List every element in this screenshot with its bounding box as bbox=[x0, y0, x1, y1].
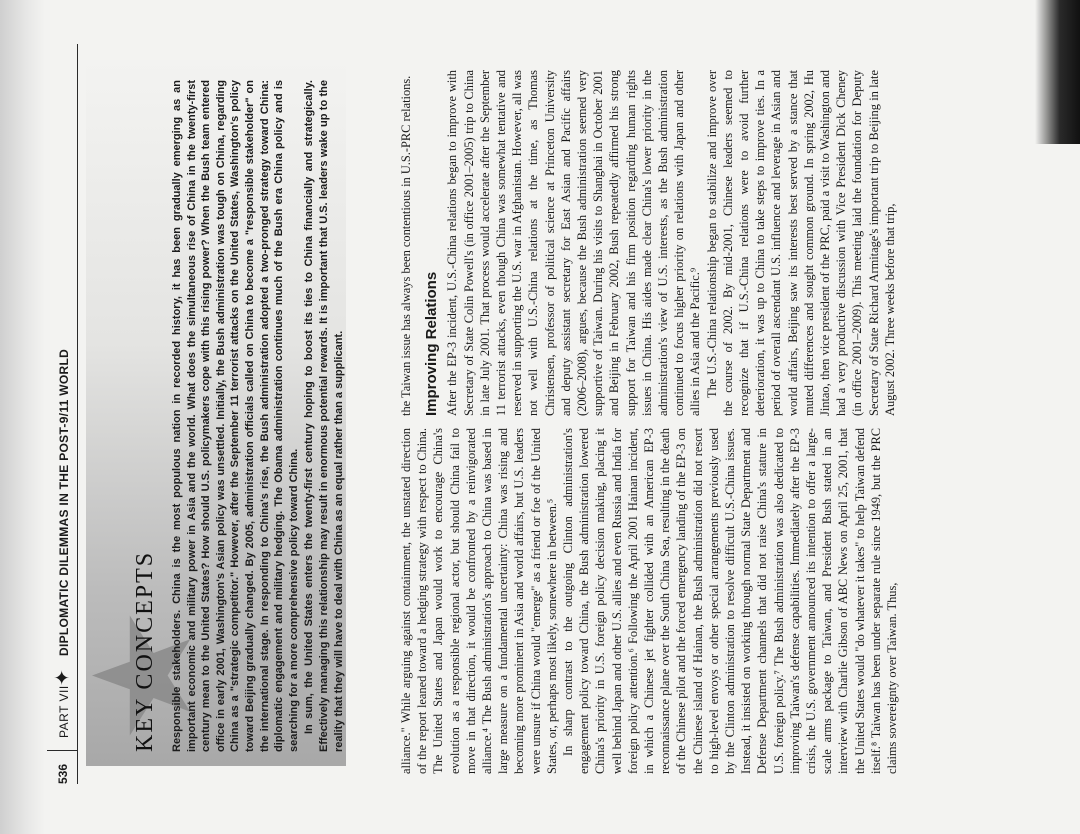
key-concepts-paragraph: Responsible stakeholders. China is the most populous nation in recorded history, it has been gradually emerging as an important economic and military power in Asia and the world. What does the simultaneous rise of China in the twenty-first century mean to the United States? How should U.S. policymakers cope with this rising power? When the Bush team entered office in early 2001, Washington's Asian policy was unsettled. Initially, the Bush administration was tough on China, regarding China as a "strategic competitor." However, after the September 11 terrorist attacks on the United States, Washington's policy toward Beijing gradually changed. By 2005, administration officials called on China to become a "responsible stakeholder" on the international stage. In responding to China's rise, the Bush administration adopted a two-pronged strategy toward China: diplomatic engagement and military hedging. The Obama administration continues much of the Bush era China policy and is searching for a more comprehensive policy toward China. bbox=[171, 80, 300, 752]
running-header bbox=[47, 44, 78, 784]
right-column bbox=[398, 70, 898, 416]
chapter-title: DIPLOMATIC DILEMMAS IN THE POST-9/11 WORLD bbox=[57, 348, 71, 656]
body-paragraph: the Taiwan issue has always been contentious in U.S.-PRC relations. bbox=[399, 75, 413, 416]
header-divider bbox=[47, 750, 77, 751]
key-concepts-paragraph: In sum, the United States enters the twenty-first century hoping to boost its ties to China financially and strategically. Effectively managing this relationship may result in enormous potential rewards. It is important that U.S. leaders wake up to the reality that they will have to deal with China as an equal rather than a supplicant. bbox=[303, 80, 345, 752]
page-number: 536 bbox=[56, 763, 70, 784]
left-column bbox=[398, 428, 900, 774]
part-label: PART VII bbox=[57, 685, 71, 738]
body-paragraph: The U.S.-China relationship began to stabilize and improve over the course of 2002. By mid-2001, Chinese leaders seemed to recognize that if U.S.-China relations were to avoid further deterioration, it was up to China to take steps to improve ties. In a period of overall ascendant U.S. influence and leverage in Asian and world affairs, Beijing saw its interests best served by a stance that muted differences and sought common ground. In spring 2002, Hu Jintao, then vice president of the PRC, paid a visit to Washington and had a very productive discussion with Vice President Dick Cheney (in office 2001–2009). This meeting laid the foundation for Deputy Secretary of State Richard Armitage's important trip to Beijing in late August 2002. Three weeks before that trip, bbox=[704, 70, 897, 416]
scan-corner-shadow bbox=[1035, 0, 1080, 144]
scan-top-shadow bbox=[0, 0, 45, 834]
body-paragraph: In sharp contrast to the outgoing Clinton administration's engagement policy toward China, the Bush administration lowered China's priority in U.S. foreign policy decision making, placing it well behind Japan and other U.S. allies and even Russia and India for foreign policy attention.⁶ Following the April 2001 Hainan incident, in which a Chinese jet fighter collided with an American EP-3 reconnaissance plane over the South China Sea, resulting in the death of the Chinese pilot and the forced emergency landing of the EP-3 on the Chinese island of Hainan, the Bush administration did not resort to high-level envoys or other special arrangements previously used by the Clinton administration to resolve difficult U.S.-China issues. Instead, it insisted on working through normal State Department and Defense Department channels that did not raise China's stature in U.S. foreign policy.⁷ The Bush administration was also dedicated to improving Taiwan's defense capabilities. Immediately after the EP-3 crisis, the U.S. government announced its intention to offer a large-scale arms package to Taiwan, and President Bush stated in an interview with Charlie Gibson of ABC News on April 25, 2001, that the United States would "do whatever it takes" to help Taiwan defend itself.⁸ Taiwan has been under separate rule since 1949, but the PRC claims sovereignty over Taiwan. Thus, bbox=[561, 428, 900, 774]
star-icon: ✦ bbox=[52, 669, 74, 686]
body-paragraph: After the EP-3 incident, U.S.-China relations began to improve with Secretary of State Colin Powell's (in office 2001–2005) trip to China in late July 2001. That process would accelerate after the September 11 terrorist attacks, even though China was somewhat tentative and reserved in supporting the U.S. war in Afghanistan. However, all was not well with U.S.-China relations at the time, as Thomas Christensen, professor of political science at Princeton University and deputy assistant secretary for East Asian and Pacific affairs (2006–2008), argues, because the Bush administration seemed very supportive of Taiwan. During his visits to Shanghai in October 2001 and Beijing in February 2002, Bush repeatedly affirmed his strong support for Taiwan and his firm position regarding human rights issues in China. His aides made clear China's lower priority in the administration's view of U.S. interests, as the Bush administration continued to focus higher priority on relations with Japan and other allies in Asia and the Pacific.⁹ bbox=[445, 70, 703, 416]
key-concepts-text bbox=[170, 80, 346, 752]
key-concepts-title: KEY CONCEPTS bbox=[132, 550, 158, 752]
body-paragraph: alliance." While arguing against containment, the unstated direction of the report leaned toward a hedging strategy with respect to China. The United States and Japan would work to encourage China's evolution as a responsible regional actor, but should China fail to move in that direction, it would be confronted by a reinvigorated alliance.⁴ The Bush administration's approach to China was based in large measure on a fundamental uncertainty: China was rising and becoming more prominent in Asia and world affairs, but U.S. leaders were unsure if China would "emerge" as a friend or foe of the United States, or, perhaps most likely, somewhere in between.⁵ bbox=[399, 428, 559, 774]
section-heading: Improving Relations bbox=[423, 271, 441, 416]
